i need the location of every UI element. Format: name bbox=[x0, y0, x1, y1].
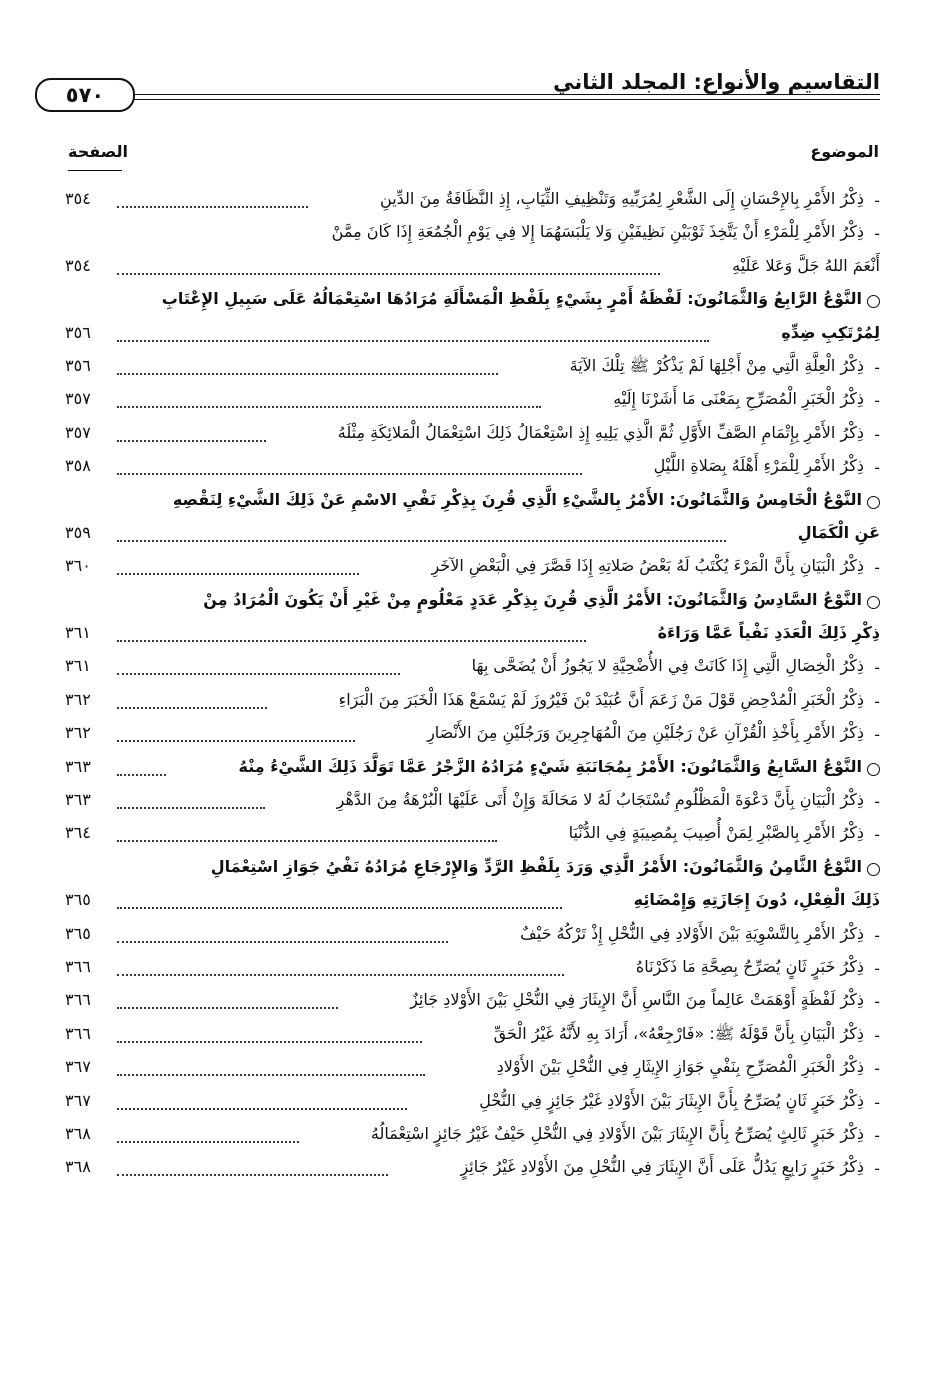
toc-entry bbox=[65, 854, 880, 887]
entry-text: ذِكْرُ الأَمْرِ بِالتَّسْوِيَةِ بَيْنَ الأَوْلادِ فِي النُّحْلِ إِذْ تَرْكُهُ حَيْفٌ bbox=[520, 923, 864, 943]
toc-entry bbox=[65, 186, 880, 219]
page-header bbox=[35, 70, 880, 114]
page-ref: ٣٥٩ bbox=[65, 522, 91, 542]
leader-dots bbox=[117, 406, 541, 408]
section-circle-icon bbox=[867, 496, 880, 509]
toc-entry bbox=[65, 353, 880, 386]
page-ref: ٣٦٨ bbox=[65, 1123, 91, 1143]
entry-text: ذِكْرُ خَبَرٍ رَابِعٍ يَدُلُّ عَلَى أَنَّ الإِيثَارَ فِي النُّحْلِ مِنَ الأَوْلادِ غَيْرُ جَائِزٍ bbox=[460, 1157, 864, 1177]
entry-text: ذِكْرُ الأَمْرِ بِالإِحْسَانِ إِلَى الشَّعْرِ لِمُرَبِّيهِ وَتَنْظِيفِ الثِّيَابِ، إِذِ النَّظَافَةُ مِنَ الدِّينِ bbox=[380, 189, 864, 208]
toc-entry bbox=[65, 1154, 880, 1187]
dash-bullet: - bbox=[874, 1059, 880, 1079]
toc-entry bbox=[65, 887, 880, 920]
toc-entry bbox=[65, 754, 880, 787]
section-heading-text: ذَلِكَ الْفِعْلِ، دُونَ إِجَازَتِهِ وَإِمْضَائِهِ bbox=[633, 890, 880, 910]
entry-text: ذِكْرُ الأَمْرِ لِلْمَرْءِ أَنْ يَتَّخِذَ ثَوْبَيْنِ نَظِيفَيْنِ وَلا يَلْبَسَهُمَا إِلا فِي يَوْمِ الْجُمُعَةِ إِذَا كَانَ مِمَّنْ bbox=[331, 222, 864, 242]
toc-entry bbox=[65, 720, 880, 753]
toc-entry bbox=[65, 587, 880, 620]
leader-dots bbox=[117, 473, 582, 475]
entry-text: ذِكْرُ خَبَرٍ ثَانٍ يُصَرِّحُ بِأَنَّ الإِيثَارَ بَيْنَ الأَوْلادِ غَيْرُ جَائِزٍ فِي النُّحْلِ bbox=[479, 1090, 864, 1110]
topic-column-heading: الموضوع bbox=[810, 142, 879, 161]
leader-dots bbox=[117, 1041, 422, 1043]
section-heading-text: النَّوْعُ الثَّامِنُ وَالثَّمَانُونَ: الأَمْرُ الَّذِي وَرَدَ بِلَفْظِ الرَّدِّ وَالإِرْجَاعِ مُرَادُهُ نَفْيُ جَوَازِ اسْتِعْمَالِ bbox=[210, 856, 862, 876]
section-heading-text: النَّوْعُ الرَّابِعُ وَالثَّمَانُونَ: لَفْظَةُ أَمْرٍ بِشَيْءٍ بِلَفْظِ الْمَسْأَلَةِ مُرَادُهَا اسْتِعْمَالُهُ عَلَى سَبِيلِ الإِعْتَابِ bbox=[161, 289, 862, 309]
toc-entry bbox=[65, 286, 880, 319]
dash-bullet: - bbox=[874, 558, 880, 578]
entry-text: ذِكْرُ الْبَيَانِ بِأَنَّ دَعْوَةَ الْمَظْلُومِ تُسْتَجَابُ لَهُ لا مَحَالَةَ وَإِنْ أَتَى عَلَيْهَا الْبُرْهَةُ مِنَ الدَّهْرِ bbox=[336, 790, 864, 810]
section-heading-text: لِمُرْتَكِبِ ضِدِّهِ bbox=[781, 322, 880, 342]
page-ref: ٣٦٦ bbox=[65, 1023, 91, 1043]
leader-dots bbox=[117, 640, 586, 642]
leader-dots bbox=[117, 840, 497, 842]
toc-entry bbox=[65, 620, 880, 653]
leader-dots bbox=[117, 373, 498, 375]
header-rule bbox=[71, 94, 880, 95]
leader-dots bbox=[117, 941, 448, 943]
page-ref: ٣٦٢ bbox=[65, 723, 91, 743]
page-ref: ٣٦٧ bbox=[65, 1090, 91, 1110]
section-circle-icon bbox=[867, 596, 880, 609]
column-heading-underline bbox=[68, 170, 122, 171]
leader-dots bbox=[117, 707, 267, 709]
page-ref: ٣٥٤ bbox=[65, 255, 91, 275]
entry-text: ذِكْرُ الأَمْرِ بِأَخْذِ الْقُرْآنِ عَنْ رَجُلَيْنِ مِنَ الْمُهَاجِرِينَ وَرَجُلَيْنِ مِنَ الأَنْصَارِ bbox=[427, 723, 864, 743]
section-heading-text: النَّوْعُ السَّابِعُ وَالثَّمَانُونَ: الأَمْرُ بِمُجَانَبَةِ شَيْءٍ مُرَادُهُ الزَّجْرُ عَمَّا تَوَلَّدَ ذَلِكَ الشَّيْءُ مِنْهُ bbox=[238, 756, 862, 776]
page-ref: ٣٥٦ bbox=[65, 322, 91, 342]
leader-dots bbox=[117, 540, 726, 542]
entry-text: ذِكْرُ الأَمْرِ بِإِتْمَامِ الصَّفِّ الأَوَّلِ ثُمَّ الَّذِي يَلِيهِ إِذِ اسْتِعْمَالُ ذَلِكَ اسْتِعْمَالُ الْمَلائِكَةِ مِثْلَهُ bbox=[337, 422, 864, 442]
page-ref: ٣٦٣ bbox=[65, 756, 91, 776]
running-title: التقاسيم والأنواع: المجلد الثاني bbox=[543, 70, 880, 94]
leader-dots bbox=[117, 573, 359, 575]
toc-entry bbox=[65, 921, 880, 954]
section-heading-text: ذِكْرِ ذَلِكَ الْعَدَدِ نَفْياً عَمَّا وَرَاءَهُ bbox=[657, 623, 880, 643]
leader-dots bbox=[117, 774, 166, 776]
toc-entry bbox=[65, 487, 880, 520]
entry-text: ذِكْرُ الْخَبَرِ الْمُصَرِّحِ بِنَفْيِ جَوَازِ الإِيثَارِ فِي النُّحْلِ بَيْنَ الأَوْلادِ bbox=[496, 1057, 864, 1077]
toc-entry bbox=[65, 320, 880, 353]
leader-dots bbox=[117, 206, 308, 208]
leader-dots bbox=[117, 740, 355, 742]
dash-bullet: - bbox=[874, 458, 880, 478]
section-circle-icon bbox=[867, 295, 880, 308]
leader-dots bbox=[117, 340, 709, 342]
section-heading-text: النَّوْعُ الْخَامِسُ وَالثَّمَانُونَ: الأَمْرُ بِالشَّيْءِ الَّذِي قُرِنَ بِذِكْرِ نَفْيِ الاسْمِ عَنْ ذَلِكَ الشَّيْءِ لِنَقْصِهِ bbox=[172, 489, 862, 509]
page-ref: ٣٦٦ bbox=[65, 990, 91, 1010]
dash-bullet: - bbox=[874, 792, 880, 812]
leader-dots bbox=[117, 1174, 388, 1176]
toc-entry bbox=[65, 453, 880, 486]
page-ref: ٣٦٥ bbox=[65, 890, 91, 910]
page-ref: ٣٦٧ bbox=[65, 1057, 91, 1077]
page-ref: ٣٥٦ bbox=[65, 355, 91, 375]
entry-text: ذِكْرُ خَبَرٍ ثَانٍ يُصَرِّحُ بِصِحَّةِ مَا ذَكَرْنَاهُ bbox=[635, 956, 864, 976]
entry-text: ذِكْرُ الْبَيَانِ بِأَنَّ قَوْلَهُ ﷺ: «فَارْجِعْهُ»، أَرَادَ بِهِ لأَنَّهُ غَيْرُ الْحَقِّ bbox=[493, 1023, 864, 1043]
dash-bullet: - bbox=[874, 1159, 880, 1179]
page-ref: ٣٥٧ bbox=[65, 422, 91, 442]
page-ref: ٣٥٤ bbox=[65, 189, 91, 208]
toc-entry bbox=[65, 520, 880, 553]
dash-bullet: - bbox=[874, 1025, 880, 1045]
entry-text: ذِكْرُ الأَمْرِ بِالصَّبْرِ لِمَنْ أُصِيبَ بِمُصِيبَةٍ فِي الدُّنْيَا bbox=[568, 823, 864, 843]
entry-text: ذِكْرُ الْخِصَالِ الَّتِي إِذَا كَانَتْ فِي الأُضْحِيَّةِ لا يَجُوزُ أَنْ يُضَحَّى بِهَا bbox=[471, 656, 864, 676]
dash-bullet: - bbox=[874, 424, 880, 444]
leader-dots bbox=[117, 807, 265, 809]
leader-dots bbox=[117, 440, 266, 442]
page-ref: ٣٦٤ bbox=[65, 823, 91, 843]
page-ref: ٣٦٢ bbox=[65, 689, 91, 709]
dash-bullet: - bbox=[874, 958, 880, 978]
leader-dots bbox=[117, 1108, 407, 1110]
leader-dots bbox=[117, 1074, 425, 1076]
toc-entry bbox=[65, 820, 880, 853]
toc-entry bbox=[65, 1088, 880, 1121]
section-circle-icon bbox=[867, 863, 880, 876]
contents-list bbox=[65, 186, 880, 1188]
dash-bullet: - bbox=[874, 925, 880, 945]
entry-text: أَنْعَمَ اللهُ جَلَّ وَعَلا عَلَيْهِ bbox=[732, 255, 880, 275]
page-column-heading: الصفحة bbox=[68, 142, 129, 161]
toc-entry bbox=[65, 1121, 880, 1154]
dash-bullet: - bbox=[874, 357, 880, 377]
toc-entry bbox=[65, 987, 880, 1020]
entry-text: ذِكْرُ الْخَبَرِ الْمُدْحِضِ قَوْلَ مَنْ زَعَمَ أَنَّ عُبَيْدَ بْنَ فَيْرُوزَ لَمْ يَسْمَعْ هَذَا الْخَبَرَ مِنَ الْبَرَاءِ bbox=[338, 689, 864, 709]
entry-text: ذِكْرُ لَفْظَةٍ أَوْهَمَتْ عَالِماً مِنَ النَّاسِ أَنَّ الإِيثَارَ فِي النُّحْلِ بَيْنَ الأَوْلادِ جَائِزٌ bbox=[410, 990, 864, 1010]
section-heading-text: عَنِ الْكَمَالِ bbox=[797, 522, 880, 542]
toc-entry bbox=[65, 1054, 880, 1087]
leader-dots bbox=[117, 974, 564, 976]
leader-dots bbox=[117, 273, 660, 275]
toc-entry bbox=[65, 954, 880, 987]
section-heading-text: النَّوْعُ السَّادِسُ وَالثَّمَانُونَ: الأَمْرُ الَّذِي قُرِنَ بِذِكْرِ عَدَدٍ مَعْلُومٍ مِنْ غَيْرِ أَنْ يَكُونَ الْمُرَادُ مِنْ bbox=[203, 589, 862, 609]
toc-entry bbox=[65, 219, 880, 252]
entry-text: ذِكْرُ الْخَبَرِ الْمُصَرِّحِ بِمَعْنَى مَا أَشَرْنَا إِلَيْهِ bbox=[613, 389, 864, 409]
dash-bullet: - bbox=[874, 224, 880, 244]
entry-text: ذِكْرُ خَبَرٍ ثَالِثٍ يُصَرِّحُ بِأَنَّ الإِيثَارَ بَيْنَ الأَوْلادِ فِي النُّحْلِ حَيْفٌ غَيْرُ جَائِزٍ اسْتِعْمَالُهُ bbox=[370, 1123, 864, 1143]
dash-bullet: - bbox=[874, 691, 880, 711]
dash-bullet: - bbox=[874, 1125, 880, 1145]
header-rule bbox=[71, 99, 880, 100]
entry-text: ذِكْرُ الْبَيَانِ بِأَنَّ الْمَرْءَ يُكْتَبُ لَهُ بَعْضُ صَلاتِهِ إِذَا قَصَّرَ فِي الْبَعْضِ الآخَرِ bbox=[431, 556, 864, 576]
toc-entry bbox=[65, 787, 880, 820]
toc-entry bbox=[65, 687, 880, 720]
dash-bullet: - bbox=[874, 992, 880, 1012]
page-ref: ٣٦٦ bbox=[65, 956, 91, 976]
entry-text: ذِكْرُ الأَمْرِ لِلْمَرْءِ أَهْلَهُ بِصَلاةِ اللَّيْلِ bbox=[653, 456, 864, 476]
page-ref: ٣٦٠ bbox=[65, 556, 91, 576]
page-ref: ٣٥٨ bbox=[65, 456, 91, 476]
dash-bullet: - bbox=[874, 391, 880, 411]
dash-bullet: - bbox=[874, 191, 880, 210]
leader-dots bbox=[117, 907, 562, 909]
toc-entry bbox=[65, 553, 880, 586]
page-ref: ٣٦٥ bbox=[65, 923, 91, 943]
leader-dots bbox=[117, 673, 400, 675]
dash-bullet: - bbox=[874, 658, 880, 678]
page-ref: ٣٦٨ bbox=[65, 1157, 91, 1177]
section-circle-icon bbox=[867, 763, 880, 776]
dash-bullet: - bbox=[874, 725, 880, 745]
page-ref: ٣٦١ bbox=[65, 623, 91, 643]
leader-dots bbox=[117, 1007, 338, 1009]
page-ref: ٣٥٧ bbox=[65, 389, 91, 409]
toc-entry bbox=[65, 253, 880, 286]
dash-bullet: - bbox=[874, 1092, 880, 1112]
toc-entry bbox=[65, 1021, 880, 1054]
page-ref: ٣٦٣ bbox=[65, 790, 91, 810]
dash-bullet: - bbox=[874, 825, 880, 845]
toc-entry bbox=[65, 386, 880, 419]
entry-text: ذِكْرُ الْعِلَّةِ الَّتِي مِنْ أَجْلِهَا لَمْ يَذْكُرْ ﷺ تِلْكَ الآيَةَ bbox=[569, 355, 864, 375]
toc-entry bbox=[65, 420, 880, 453]
leader-dots bbox=[117, 1141, 299, 1143]
page-number: ٥٧٠ bbox=[35, 78, 135, 112]
page-ref: ٣٦١ bbox=[65, 656, 91, 676]
toc-entry bbox=[65, 653, 880, 686]
